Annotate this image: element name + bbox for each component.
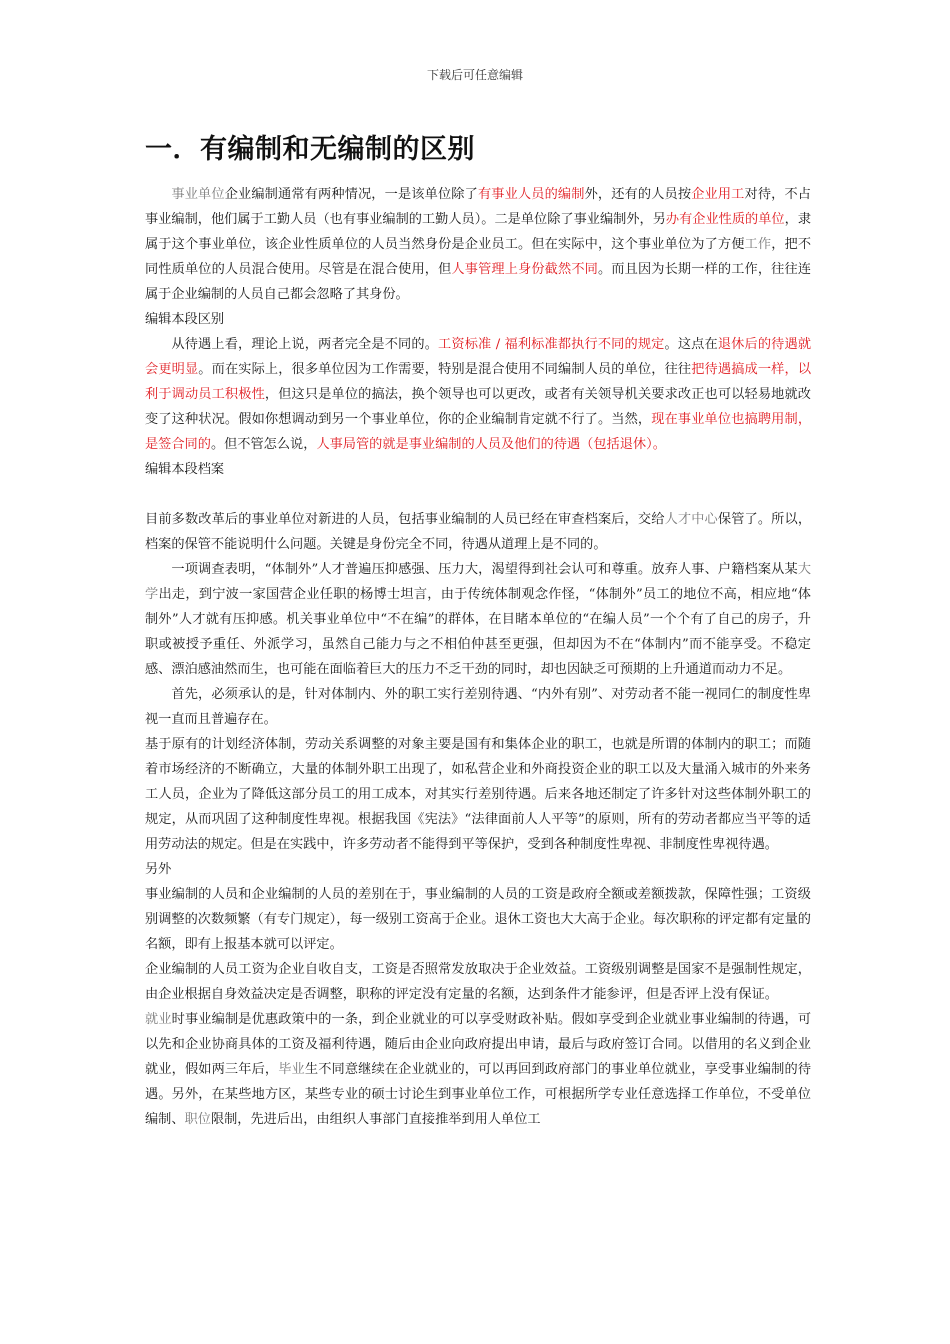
text-run: ，但这只是单位的搞法，换个领导也可以更改，或者有关领导机关要求改正也可以轻易地就改变了这种状况。假如你想调动到另一个事业单位，你的企业编制肯定就不行了。当然，	[145, 387, 811, 427]
text-run: 基于原有的计划经济体制，劳动关系调整的对象主要是国有和集体企业的职工，也就是所谓的体制内的职工；而随着市场经济的不断确立，大量的体制外职工出现了，如私营企业和外商投资企业的职工以及大量涌入城市的外来务工人员，企业为了降低这部分员工的用工成本，对其实行差别待遇。后来各地还制定了许多针对这些体制外职工的规定，从而巩固了这种制度性卑视。根据我国《宪法》“法律面前人人平等”的原则，所有的劳动者都应当平等的适用劳动法的规定。但是在实践中，许多劳动者不能得到平等保护，受到各种制度性卑视、非制度性卑视待遇。	[145, 737, 811, 852]
text-run: 。但不管怎么说，	[210, 437, 317, 452]
text-run: 首先，必须承认的是，针对体制内、外的职工实行差别待遇、“内外有别”、对劳动者不能一视同仁的制度性卑视一直而且普遍存在。	[145, 687, 811, 727]
text-run: 时事业编制是优惠政策中的一条，到企业就业的可以享受财政补贴。假如享受到企业就业事业编制的待遇，可以先和企业协商具体的工资及福利待遇，随后由企业向政府提出申请，最后与政府签订合同。以借用的名义到企业就业，假如两三年后，	[145, 1012, 812, 1077]
text-run: 一项调查表明，“体制外”人才普遍压抑感强、压力大，渴望得到社会认可和尊重。放弃人事、户籍档案从某	[171, 562, 798, 577]
paragraph-enterprise	[145, 957, 811, 1007]
paragraph-definition	[145, 182, 811, 307]
link-text[interactable]: 人才中心	[664, 512, 718, 527]
link-text[interactable]: 事业单位	[171, 187, 225, 202]
page-header: 下载后可任意编辑	[426, 68, 523, 82]
text-run: ，隶属于这个事业单位，该企业性质单位的人员当然身份是企业员工。但在实际中，这个事业单位为了方便	[145, 212, 812, 252]
highlight-text: 办有企业性质的单位	[665, 212, 785, 227]
text-run: 从待遇上看，理论上说，两者完全是不同的。	[171, 337, 439, 352]
section-heading-other: 另外	[145, 862, 172, 877]
paragraph-employment	[145, 1007, 811, 1132]
section-heading-difference: 编辑本段区别	[145, 312, 225, 327]
highlight-text: 把待遇搞成一样，以利于调动员工积极性	[145, 362, 812, 402]
paragraph-planned-economy	[145, 732, 811, 857]
text-run: 。而在实际上，很多单位因为工作需要，特别是混合使用不同编制人员的单位，往往	[198, 362, 692, 377]
link-text[interactable]: 就业	[145, 1012, 172, 1027]
text-run: 。而且因为长期一样的工作，往往连属于企业编制的人员自己都会忽略了其身份。	[145, 262, 812, 302]
highlight-text: 人事管理上身份截然不同	[451, 262, 598, 277]
paragraph-difference	[145, 332, 811, 457]
document-title: 一．有编制和无编制的区别	[145, 134, 475, 165]
document-body	[145, 130, 811, 1132]
highlight-text: 现在事业单位也搞聘用制，是签合同的	[145, 412, 812, 452]
link-text[interactable]: 工作	[744, 237, 772, 252]
text-run: 外，还有的人员按	[584, 187, 692, 202]
link-text[interactable]: 职位	[184, 1112, 211, 1127]
text-run: ，把不同性质单位的人员混合使用。尽管是在混合使用，但	[145, 237, 812, 277]
text-run: 目前多数改革后的事业单位对新进的人员，包括事业编制的人员已经在审查档案后，交给	[145, 512, 665, 527]
text-run: 事业编制的人员和企业编制的人员的差别在于，事业编制的人员的工资是政府全额或差额拨款，保障性强；工资级别调整的次数频繁（有专门规定），每一级别工资高于企业。退休工资也大大高于企业。每次职称的评定都有定量的名额，即有上报基本就可以评定。	[145, 887, 811, 952]
highlight-text: 退休后的待遇就会更明显	[145, 337, 812, 377]
highlight-text: 企业用工	[691, 187, 745, 202]
text-run: 保管了。所以，档案的保管不能说明什么问题。关键是身份完全不同，待遇从道理上是不同的。	[145, 512, 812, 552]
section-heading-archive: 编辑本段档案	[145, 462, 225, 477]
text-run: 企业编制的人员工资为企业自收自支，工资是否照常发放取决于企业效益。工资级别调整是国家不是强制性规定，由企业根据自身效益决定是否调整，职称的评定没有定量的名额，达到条件才能参评，但是否评上没有保证。	[145, 962, 811, 1002]
text-run: 。这点在	[664, 337, 718, 352]
link-text[interactable]: 毕业	[278, 1062, 305, 1077]
text-run: 企业编制通常有两种情况，一是该单位除了	[224, 187, 478, 202]
link-text[interactable]: 大学	[145, 562, 811, 602]
paragraph-first	[145, 682, 811, 732]
text-run: 出走，到宁波一家国营企业任职的杨博士坦言，由于传统体制观念作怪，“体制外”员工的地位不高，相应地“体制外”人才就有压抑感。机关事业单位中“不在编”的群体，在目睹本单位的“在编人员”一个个有了自己的房子，升职或被授予重任、外派学习，虽然自己能力与之不相伯仲甚至更强，但却因为不在“体制内”而不能享受。不稳定感、漂泊感油然而生，也可能在面临着巨大的压力不乏干劲的同时，却也因缺乏可预期的上升通道而动力不足。	[145, 587, 811, 677]
highlight-text: 工资标准 / 福利标准都执行不同的规定	[438, 337, 665, 352]
paragraph-survey	[145, 557, 811, 682]
text-run: 对待，不占事业编制，他们属于工勤人员（也有事业编制的工勤人员）。二是单位除了事业编制外，另	[145, 187, 811, 227]
paragraph-public-institution	[145, 882, 811, 957]
highlight-text: 人事局管的就是事业编制的人员及他们的待遇（包括退休）。	[316, 437, 666, 452]
blank-line	[145, 482, 811, 507]
paragraph-archive	[145, 507, 811, 557]
text-run: 生不同意继续在企业就业的，可以再回到政府部门的事业单位就业，享受事业编制的待遇。另外，在某些地方区，某些专业的硕士讨论生到事业单位工作，可根据所学专业任意选择工作单位，不受单位编制、	[145, 1062, 812, 1127]
text-run: 限制，先进后出，由组织人事部门直接推举到用人单位工	[210, 1112, 541, 1127]
highlight-text: 有事业人员的编制	[477, 187, 585, 202]
